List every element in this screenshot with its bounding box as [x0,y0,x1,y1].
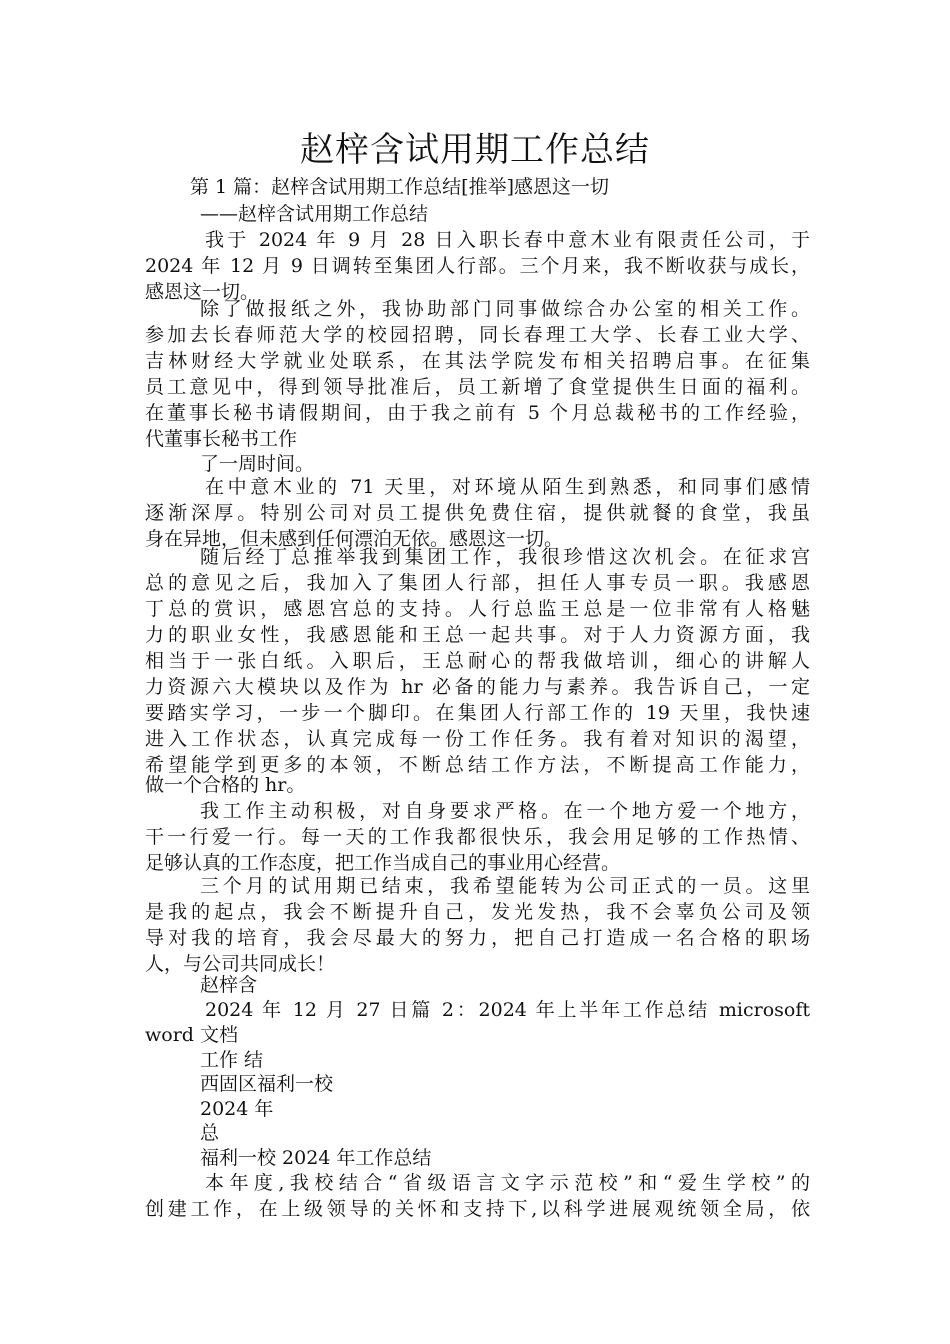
text-line: 了一周时间。 [200,453,315,475]
text-line: 福利一校 2024 年工作总结 [200,1147,432,1169]
text-line: 导对我的培育，我会尽最大的努力，把自己打造成一名合格的职场 [145,927,810,949]
text-line: 三个月的试用期已结束，我希望能转为公司正式的一员。这里 [200,875,810,897]
text-line: 本年度,我校结合“省级语言文字示范校”和“爱生学校”的 [205,1172,810,1194]
page-title: 赵梓含试用期工作总结 [300,130,650,170]
text-line: 总 [200,1122,220,1144]
text-line: 在董事长秘书请假期间，由于我之前有 5 个月总裁秘书的工作经验， [145,402,810,424]
text-line: 除了做报纸之外，我协助部门同事做综合办公室的相关工作。 [200,298,810,320]
text-line: 进入工作状态，认真完成每一份工作任务。我有着对知识的渴望， [145,728,810,750]
text-line: 2024 年 12 月 9 日调转至集团人行部。三个月来，我不断收获与成长， [145,255,810,277]
text-line: 员工意见中，得到领导批准后，员工新增了食堂提供生日面的福利。 [145,376,810,398]
text-line: word 文档 [145,1024,238,1046]
text-line: 随后经丁总推举我到集团工作，我很珍惜这次机会。在征求宫 [200,546,810,568]
text-line: 感恩这一切。 [145,281,260,303]
text-line: 力的职业女性，我感恩能和王总一起共事。对于人力资源方面，我 [145,624,810,646]
text-line: 人，与公司共同成长！ [145,953,336,975]
text-line: 希望能学到更多的本领，不断总结工作方法，不断提高工作能力， [145,754,810,776]
text-line: 工作 结 [200,1049,264,1071]
text-line: 丁总的赏识，感恩宫总的支持。人行总监王总是一位非常有人格魅 [145,598,810,620]
text-line: 第 1 篇：赵梓含试用期工作总结[推举]感恩这一切 [190,176,609,198]
text-line: 身在异地，但未感到任何漂泊无依。感恩这一切。 [145,528,564,550]
text-line: 2024 年 12 月 27 日篇 2：2024 年上半年工作总结 microsoft [205,999,810,1021]
text-line: 赵梓含 [200,974,258,996]
text-line: 吉林财经大学就业处联系，在其法学院发布相关招聘启事。在征集 [145,350,810,372]
text-line: 代董事长秘书工作 [145,428,298,450]
text-line: 我于 2024 年 9 月 28 日入职长春中意木业有限责任公司，于 [205,229,810,251]
text-line: 2024 年 [200,1098,274,1120]
text-line: 逐渐深厚。特别公司对员工提供免费住宿，提供就餐的食堂，我虽 [145,502,810,524]
text-line: 西固区福利一校 [200,1073,334,1095]
text-line: 是我的起点，我会不断提升自己，发光发热，我不会辜负公司及领 [145,901,810,923]
text-line: 总的意见之后，我加入了集团人行部，担任人事专员一职。我感恩 [145,572,810,594]
text-line: 力资源六大模块以及作为 hr 必备的能力与素养。我告诉自己，一定 [145,676,810,698]
text-line: ——赵梓含试用期工作总结 [200,203,429,225]
text-line: 参加去长春师范大学的校园招聘，同长春理工大学、长春工业大学、 [145,324,810,346]
text-line: 相当于一张白纸。入职后，王总耐心的帮我做培训，细心的讲解人 [145,650,810,672]
text-line: 干一行爱一行。每一天的工作我都很快乐，我会用足够的工作热情、 [145,826,810,848]
text-line: 要踏实学习，一步一个脚印。在集团人行部工作的 19 天里，我快速 [145,702,810,724]
text-line: 我工作主动积极，对自身要求严格。在一个地方爱一个地方， [200,800,810,822]
text-line: 在中意木业的 71 天里，对环境从陌生到熟悉，和同事们感情 [205,476,810,498]
text-line: 足够认真的工作态度，把工作当成自己的事业用心经营。 [145,852,621,874]
text-line: 做一个合格的 hr。 [145,774,306,796]
text-line: 创建工作，在上级领导的关怀和支持下,以科学进展观统领全局，依 [145,1198,810,1220]
